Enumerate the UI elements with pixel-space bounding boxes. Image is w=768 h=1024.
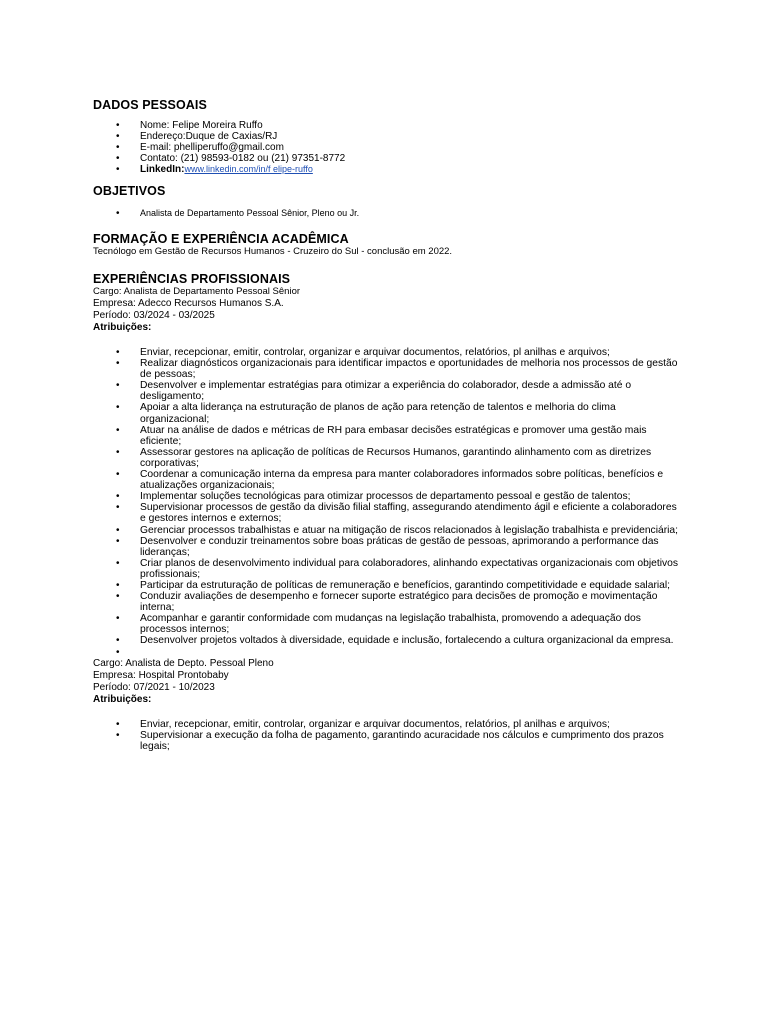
section-heading-dados-pessoais: DADOS PESSOAIS — [93, 98, 207, 112]
formacao-text: Tecnólogo em Gestão de Recursos Humanos - Cruzeiro do Sul - conclusão em 2022. — [93, 246, 453, 257]
personal-name: • Nome: Felipe Moreira Ruffo — [93, 120, 683, 131]
atribuicao-item: • Criar planos de desenvolvimento individual para colaboradores, alinhando expectativas organizacionais com objetivos profissionais; — [93, 558, 683, 580]
atribuicao-item: • Atuar na análise de dados e métricas de RH para embasar decisões estratégicas e promover uma gestão mais eficiente; — [93, 425, 683, 447]
linkedin-label: LinkedIn: — [140, 164, 185, 175]
personal-contact: • Contato: (21) 98593-0182 ou (21) 97351-8772 — [93, 153, 683, 164]
resume-document — [93, 98, 683, 752]
job-atribuicoes-label: Atribuições: — [93, 693, 152, 705]
atribuicao-item: • Acompanhar e garantir conformidade com mudanças na legislação trabalhista, promovendo a adequação dos processos internos; — [93, 613, 683, 635]
atribuicao-item: • Coordenar a comunicação interna da empresa para manter colaboradores informados sobre políticas, benefícios e atualizações organizacionais; — [93, 469, 683, 491]
atribuicao-item: • Supervisionar processos de gestão da divisão filial staffing, assegurando atendimento ágil e eficiente a colaboradores e gestores internos e externos; — [93, 502, 683, 524]
personal-info-list — [93, 120, 683, 175]
atribuicao-item: • Implementar soluções tecnológicas para otimizar processos de departamento pessoal e gestão de talentos; — [93, 491, 683, 502]
atribuicao-item: • Apoiar a alta liderança na estruturação de planos de ação para retenção de talentos e melhoria do clima organizacional; — [93, 402, 683, 424]
job-atribuicoes-list — [93, 719, 683, 752]
atribuicao-item: • Realizar diagnósticos organizacionais para identificar impactos e oportunidades de melhoria nos processos de gestão de pessoas; — [93, 358, 683, 380]
objetivo-item: • Analista de Departamento Pessoal Sênior, Pleno ou Jr. — [93, 208, 683, 219]
personal-address: • Endereço:Duque de Caxias/RJ — [93, 131, 683, 142]
job-periodo: Período: 07/2021 - 10/2023 — [93, 681, 215, 693]
atribuicao-item: • Assessorar gestores na aplicação de políticas de Recursos Humanos, garantindo alinhamento com as diretrizes corporativas; — [93, 447, 683, 469]
atribuicao-item — [93, 647, 683, 658]
atribuicao-item: • Desenvolver e conduzir treinamentos sobre boas práticas de gestão de pessoas, aprimorando a performance das lideranças; — [93, 536, 683, 558]
job-cargo: Cargo: Analista de Departamento Pessoal Sênior — [93, 286, 301, 297]
section-heading-experiencias: EXPERIÊNCIAS PROFISSIONAIS — [93, 272, 291, 286]
section-heading-formacao: FORMAÇÃO E EXPERIÊNCIA ACADÊMICA — [93, 232, 349, 246]
objetivos-list — [93, 208, 683, 219]
atribuicao-item: • Desenvolver projetos voltados à diversidade, equidade e inclusão, fortalecendo a cultura organizacional da empresa. — [93, 635, 683, 646]
job-entry — [93, 658, 683, 752]
job-periodo: Período: 03/2024 - 03/2025 — [93, 310, 215, 321]
atribuicao-item: • Supervisionar a execução da folha de pagamento, garantindo acuracidade nos cálculos e cumprimento dos prazos legais; — [93, 730, 683, 752]
atribuicao-item: • Participar da estruturação de políticas de remuneração e benefícios, garantindo competitividade e equidade salarial; — [93, 580, 683, 591]
job-atribuicoes-label: Atribuições: — [93, 322, 152, 333]
atribuicao-item: • Conduzir avaliações de desempenho e fornecer suporte estratégico para decisões de promoção e movimentação interna; — [93, 591, 683, 613]
job-atribuicoes-list — [93, 347, 683, 658]
job-empresa: Empresa: Hospital Prontobaby — [93, 669, 229, 681]
atribuicao-item: • Enviar, recepcionar, emitir, controlar, organizar e arquivar documentos, relatórios, pl anilhas e arquivos; — [93, 719, 683, 730]
atribuicao-item: • Desenvolver e implementar estratégias para otimizar a experiência do colaborador, desde a admissão até o desligamento; — [93, 380, 683, 402]
linkedin-link[interactable]: www.linkedin.com/in/f elipe-ruffo — [184, 164, 313, 174]
personal-linkedin — [93, 164, 683, 175]
job-entry — [93, 286, 683, 658]
job-cargo: Cargo: Analista de Depto. Pessoal Pleno — [93, 657, 274, 669]
job-empresa: Empresa: Adecco Recursos Humanos S.A. — [93, 298, 284, 309]
atribuicao-item: • Gerenciar processos trabalhistas e atuar na mitigação de riscos relacionados à legislação trabalhista e previdenciária; — [93, 525, 683, 536]
personal-email: • E-mail: phelliperuffo@gmail.com — [93, 142, 683, 153]
section-heading-objetivos: OBJETIVOS — [93, 184, 166, 198]
atribuicao-item: • Enviar, recepcionar, emitir, controlar, organizar e arquivar documentos, relatórios, pl anilhas e arquivos; — [93, 347, 683, 358]
